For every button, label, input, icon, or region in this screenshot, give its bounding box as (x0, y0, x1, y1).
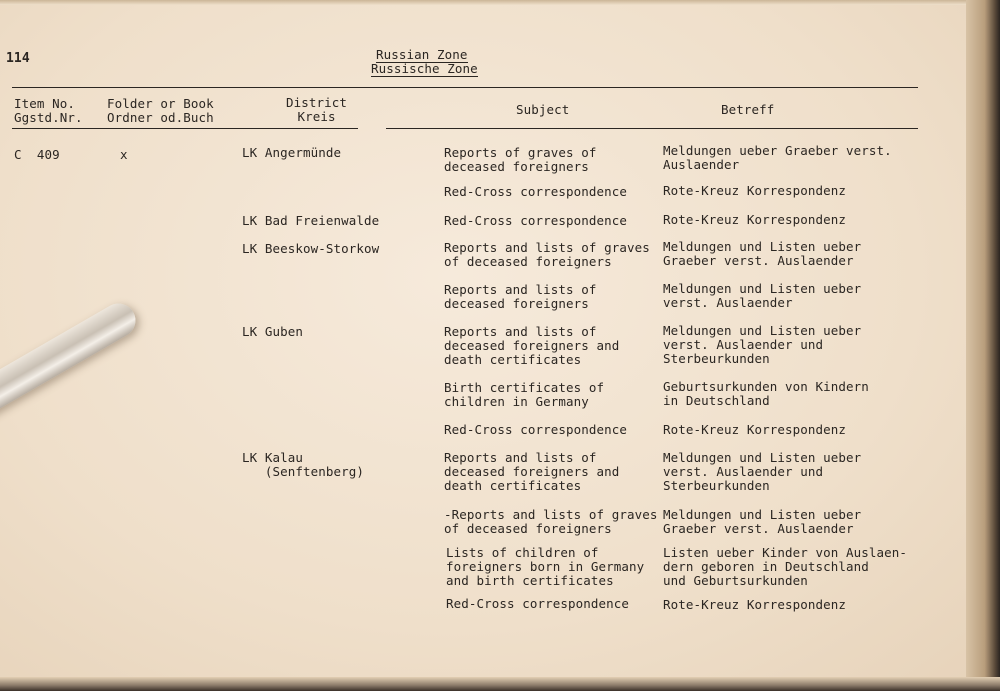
betreff-cell: Meldungen und Listen ueber Graeber verst. Auslaender (663, 239, 862, 268)
subject-cell: -Reports and lists of graves of deceased foreigners (444, 507, 658, 536)
betreff-cell: Rote-Kreuz Korrespondenz (663, 597, 847, 612)
header-district: District Kreis (286, 95, 348, 124)
subject-cell: Reports and lists of deceased foreigners (444, 282, 597, 311)
subject-cell: Birth certificates of children in Germany (444, 380, 605, 409)
subject-cell: Red-Cross correspondence (444, 213, 628, 228)
betreff-cell: Rote-Kreuz Korrespondenz (663, 422, 847, 437)
zone-title-german: Russische Zone (371, 61, 478, 76)
zone-title-english: Russian Zone (376, 47, 468, 62)
betreff-cell: Meldungen ueber Graeber verst. Auslaender (663, 143, 892, 172)
header-betreff: Betreff (721, 102, 775, 117)
betreff-cell: Rote-Kreuz Korrespondenz (663, 183, 847, 198)
header-bottom-rule-left (12, 128, 358, 129)
page-bottom-edge (0, 677, 1000, 691)
header-bottom-rule-right (386, 128, 918, 129)
book-binding-edge (966, 0, 1000, 691)
betreff-cell: Meldungen und Listen ueber verst. Auslaender (663, 281, 862, 310)
betreff-cell: Meldungen und Listen ueber verst. Auslaender und Sterbeurkunden (663, 323, 862, 366)
betreff-cell: Listen ueber Kinder von Auslaen- dern geboren in Deutschland und Geburtsurkunden (663, 545, 908, 588)
subject-cell: Red-Cross correspondence (444, 422, 628, 437)
betreff-cell: Meldungen und Listen ueber verst. Auslaender und Sterbeurkunden (663, 450, 862, 493)
district-cell: LK Angermünde (242, 145, 342, 160)
subject-cell: Reports and lists of deceased foreigners and death certificates (444, 450, 620, 493)
district-cell: LK Guben (242, 324, 304, 339)
betreff-cell: Geburtsurkunden von Kindern in Deutschland (663, 379, 869, 408)
district-cell: LK Bad Freienwalde (242, 213, 380, 228)
header-subject: Subject (516, 102, 570, 117)
header-item-no: Item No. Ggstd.Nr. (14, 96, 83, 125)
page-number: 114 (6, 51, 30, 66)
subject-cell: Reports and lists of graves of deceased foreigners (444, 240, 650, 269)
subject-cell: Red-Cross correspondence (444, 184, 628, 199)
folder-mark: x (120, 147, 128, 162)
betreff-cell: Rote-Kreuz Korrespondenz (663, 212, 847, 227)
district-cell: LK Kalau (Senftenberg) (242, 450, 365, 479)
subject-cell: Red-Cross correspondence (446, 596, 630, 611)
subject-cell: Lists of children of foreigners born in Germany and birth certificates (446, 545, 645, 588)
header-top-rule (12, 87, 918, 88)
item-number: C 409 (14, 147, 60, 162)
betreff-cell: Meldungen und Listen ueber Graeber verst. Auslaender (663, 507, 862, 536)
subject-cell: Reports of graves of deceased foreigners (444, 145, 597, 174)
subject-cell: Reports and lists of deceased foreigners and death certificates (444, 324, 620, 367)
district-cell: LK Beeskow-Storkow (242, 241, 380, 256)
header-folder: Folder or Book Ordner od.Buch (107, 96, 214, 125)
page-top-edge (0, 0, 1000, 5)
